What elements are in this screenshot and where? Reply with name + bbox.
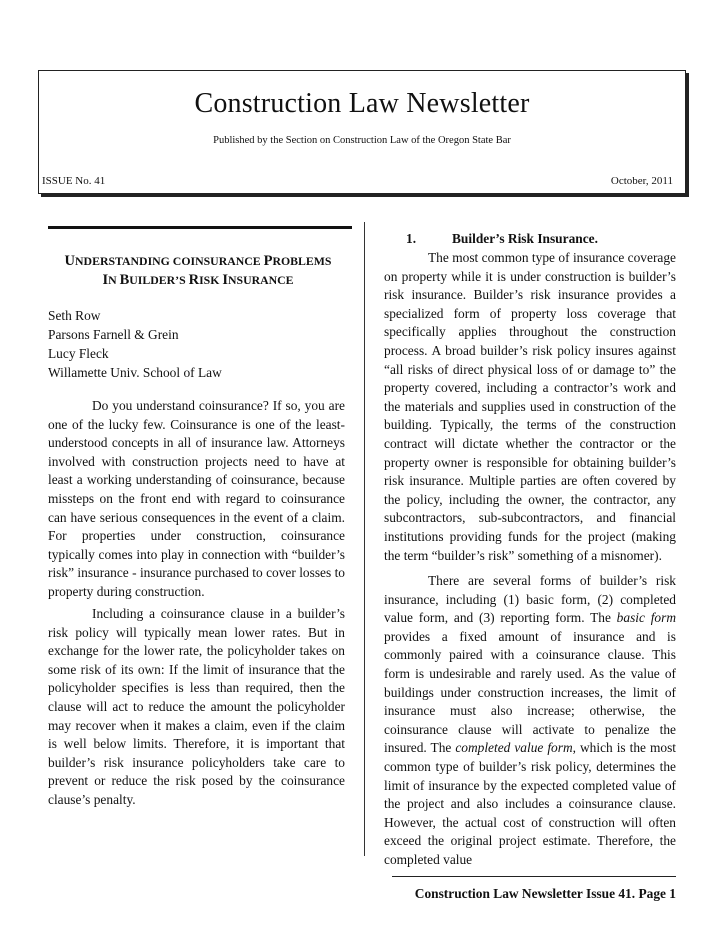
newsletter-subtitle: Published by the Section on Construction Law of the Oregon State Bar (213, 135, 511, 146)
left-column-rule (48, 226, 352, 229)
issue-number: ISSUE No. 41 (42, 175, 106, 187)
author-name: Lucy Fleck (48, 346, 109, 361)
intro-paragraph: Do you understand coinsurance? If so, you are one of the lucky few. Coinsurance is one of the least-understood concepts in all of insurance law. Attorneys involved with construction projects need to have at least a working understanding of coinsurance, because missteps on the front end with regard to coinsurance can have serious consequences in the event of a claim. For properties under construction, coinsurance typically comes into play in connection with “builder’s risk” insurance - insurance purchased to cover losses to property during construction. (48, 398, 345, 599)
basic-form-term: basic form (616, 610, 676, 626)
page-footer: Construction Law Newsletter Issue 41. Page 1 (414, 886, 676, 901)
article-title (48, 252, 348, 290)
coinsurance-clause-paragraph: Including a coinsurance clause in a builder’s risk policy will typically mean lower rates. But in exchange for the lower rate, the policyholder takes on some risk of its own: If the limit of insurance that the policyholder specifies is less than required, then the clause will act to reduce the amount the policyholder may recover when it makes a claim, even if the claim is well below limits. Therefore, it is important that builder’s risk insurance policyholders take care to prevent or reduce the risk posed by the coinsurance clause’s penalty. (48, 606, 345, 807)
column-divider (364, 222, 365, 856)
newsletter-title: Construction Law Newsletter (194, 88, 530, 119)
section-heading (406, 231, 598, 247)
article-title-line-1: UNDERSTANDING COINSURANCE PROBLEMS (64, 253, 332, 269)
section-number: 1. (406, 231, 417, 246)
section-title: Builder’s Risk Insurance. (452, 231, 598, 246)
masthead (38, 70, 686, 194)
issue-date: October, 2011 (610, 175, 673, 187)
article-title-line-2: IN BUILDER’S RISK INSURANCE (102, 272, 294, 288)
policy-forms-paragraph: There are several forms of builder’s risk insurance, including (1) basic form, (2) completed value form, and (3) reporting form. The basic form provides a fixed amount of insurance and is commonly paired with a coinsurance clause. This form is undesirable and rarely used. As the value of buildings under construction increases, the limit of insurance must also increase; otherwise, the coinsurance clause will activate to penalize the insured. The completed value form, which is the most common type of builder’s risk policy, determines the limit of insurance by the expected completed value of the project and also includes a coinsurance clause. However, the actual cost of construction will often exceed the original project estimate. Therefore, the completed value (384, 573, 676, 867)
footer-rule (392, 876, 676, 877)
author-affiliation: Parsons Farnell & Grein (48, 327, 179, 342)
author-list (48, 306, 222, 382)
completed-value-form-term: completed value form (455, 740, 573, 756)
builders-risk-paragraph: The most common type of insurance coverage on property while it is under construction is builder’s risk insurance. Builder’s risk insurance provides a specialized form of property loss coverage that specifically applies throughout the construction process. A broad builder’s risk policy insures against “all risks of direct physical loss of or damage to” the property covered, including a contractor’s work and the materials and supplies used in construction of the building. Typically, the terms of the construction contract will dictate whether the contractor or the property owner is responsible for obtaining builder’s risk insurance. Multiple parties are often covered by the policy, including the owner, the contractor, any subcontractors, sub-subcontractors, and financial institutions providing funds for the project (making the term “builder’s risk” something of a misnomer). (384, 250, 676, 563)
author-name: Seth Row (48, 308, 101, 323)
author-affiliation: Willamette Univ. School of Law (48, 365, 222, 380)
